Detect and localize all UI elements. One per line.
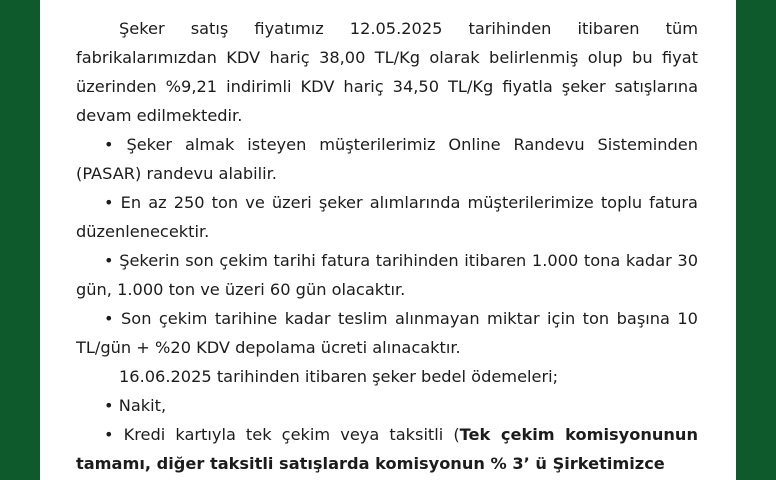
bullet-text-invoice: En az 250 ton ve üzeri şeker alımlarında müşterilerimize toplu fatura düzenlenecektir. (76, 193, 698, 241)
bullet-icon: • (104, 396, 114, 415)
list-item (76, 130, 698, 188)
left-green-border (0, 0, 40, 480)
bullet-text-storage-fee: Son çekim tarihine kadar teslim alınmayan miktar için ton başına 10 TL/gün + %20 KDV depolama ücreti alınacaktır. (76, 309, 698, 357)
bullet-text-credit: Kredi kartıyla tek çekim veya taksitli ( (123, 425, 460, 444)
right-green-border (736, 0, 776, 480)
list-item (76, 391, 698, 420)
bullet-icon: • (104, 425, 114, 444)
list-item (76, 420, 698, 478)
payment-paragraph: 16.06.2025 tarihinden itibaren şeker bedel ödemeleri; (119, 367, 559, 386)
bullet-icon: • (104, 193, 114, 212)
bullet-icon: • (104, 251, 114, 270)
list-item (76, 188, 698, 246)
document-body (76, 14, 698, 478)
list-item (76, 246, 698, 304)
bullet-text-credit-bold: Tek çekim komisyonunun tamamı, diğer taksitli satışlarda komisyonun % 3’ ü Şirketimizce (76, 425, 698, 473)
bullet-text-cash: Nakit, (118, 396, 167, 415)
bullet-text-appointment: Şeker almak isteyen müşterilerimiz Online Randevu Sisteminden (PASAR) randevu alabilir. (76, 135, 698, 183)
bullet-icon: • (104, 309, 114, 328)
price-paragraph: Şeker satış fiyatımız 12.05.2025 tarihinden itibaren tüm fabrikalarımızdan KDV hariç 38,00 TL/Kg olarak belirlenmiş olup bu fiyat üzerinden %9,21 indirimli KDV hariç 34,50 TL/Kg fiyatla şeker satışlarına devam edilmektedir. (76, 19, 698, 125)
list-item (76, 304, 698, 362)
bullet-icon: • (104, 135, 114, 154)
bullet-text-pickup-date: Şekerin son çekim tarihi fatura tarihinden itibaren 1.000 tona kadar 30 gün, 1.000 ton ve üzeri 60 gün olacaktır. (76, 251, 698, 299)
